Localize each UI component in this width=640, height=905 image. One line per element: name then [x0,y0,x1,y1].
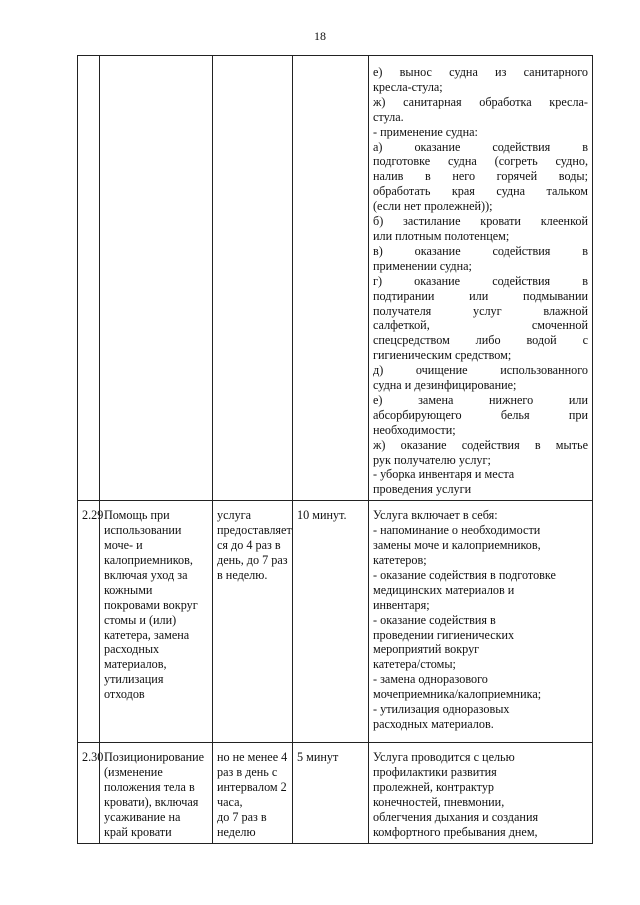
cell-service-name [100,56,213,501]
text-line: е) замена нижнего или [373,392,588,407]
text-line: судна и дезинфицирование; [373,378,517,393]
text-line: но не менее 4 [217,750,288,765]
text-line: предоставляет [217,523,292,538]
text-line: - оказание содействия в подготовке [373,567,556,582]
text-line: Позиционирование [104,750,205,765]
text-line: рук получателю услуг; [373,452,491,467]
cell-number: 2.30 [78,743,100,843]
text-line: (изменение [104,765,163,780]
text-line: гигиеническим средством; [373,348,512,363]
cell-description [369,56,593,501]
text-line: кровати), включая [104,795,199,809]
cell-time [293,56,369,501]
text-line: моче- и [104,538,143,553]
text-line: облегчения дыхания и создания [373,809,539,824]
text-line: профилактики развития [373,765,497,780]
text-line: катетера/стомы; [373,657,456,672]
text-line: - напоминание о необходимости [373,523,541,538]
text-line: часа, [217,795,243,809]
text-line: ся до 4 раз в [217,538,281,553]
text-line: б) застилание кровати клеенкой [373,214,588,229]
text-line: пролежней, контрактур [373,780,495,795]
text-line: материалов, [104,657,167,672]
services-table [77,55,593,844]
text-line: ж) оказание содействия в мытье [373,437,588,452]
text-line: (если нет пролежней)); [373,199,493,214]
text-line: стомы и (или) [104,612,177,627]
text-line: стула. [373,109,404,124]
cell-service-name [100,743,213,843]
text-line: утилизация [104,672,164,687]
cell-description [369,743,593,843]
text-line: налив в него горячей воды; [373,169,588,184]
text-line: необходимости; [373,422,456,437]
cell-frequency [213,501,293,743]
text-line: мочеприемника/калоприемника; [373,687,542,702]
text-line: Помощь при [104,508,170,523]
table-row-2-30 [78,743,593,843]
cell-frequency [213,56,293,501]
text-line: обработать края судна тальком [373,184,588,199]
text-line: в) оказание содействия в [373,243,588,258]
cell-number [78,56,100,501]
text-line: край кровати [104,824,172,839]
text-line: г) оказание содействия в [373,273,588,288]
text-line: спецсредством либо водой с [373,333,588,348]
text-line: мероприятий вокруг [373,642,480,657]
text-line: е) вынос судна из санитарного [373,65,588,79]
text-line: проведении гигиенических [373,627,515,642]
text-line: подтирании или подмывании [373,288,588,303]
text-line: усаживание на [104,809,181,824]
text-line: раз в день с [217,765,278,780]
text-line: использовании [104,523,182,538]
text-line: отходов [104,687,145,702]
cell-time: 5 минут [293,743,369,843]
table-row-continuation [78,56,593,501]
text-line: д) очищение использованного [373,363,588,378]
text-line: кожными [104,582,153,597]
text-line: инвентаря; [373,597,430,612]
text-line: в неделю. [217,567,268,582]
text-line: - уборка инвентаря и места [373,467,515,482]
text-line: применении судна; [373,258,472,273]
text-line: Услуга проводится с целью [373,750,515,765]
text-line: медицинских материалов и [373,582,515,597]
text-line: салфеткой, смоченной [373,318,588,333]
text-line: конечностей, пневмонии, [373,795,505,809]
text-line: замены моче и калоприемников, [373,538,541,553]
table-row-2-29 [78,501,593,743]
text-line: положения тела в [104,780,195,795]
text-line: расходных [104,642,160,657]
text-line: - оказание содействия в [373,612,496,627]
text-line: включая уход за [104,567,188,582]
cell-time: 10 минут. [293,501,369,743]
text-line: ж) санитарная обработка кресла- [373,94,588,109]
text-line: расходных материалов. [373,716,494,731]
cell-frequency [213,743,293,843]
text-line: комфортного пребывания днем, [373,824,538,839]
text-line: абсорбирующего белья при [373,407,588,422]
text-line: получателя услуг влажной [373,303,588,318]
text-line: - замена одноразового [373,672,488,687]
text-line: услуга [217,508,252,523]
text-line: подготовке судна (согреть судно, [373,154,588,169]
text-line: или плотным полотенцем; [373,228,510,243]
cell-number: 2.29 [78,501,100,743]
page-number: 18 [314,29,326,43]
text-line: калоприемников, [104,553,193,567]
text-line: - утилизация одноразовых [373,702,510,717]
text-line: Услуга включает в себя: [373,508,498,523]
text-line: день, до 7 раз [217,553,288,567]
text-line: до 7 раз в [217,809,267,824]
text-line: катетеров; [373,553,427,567]
text-line: интервалом 2 [217,780,287,795]
text-line: проведения услуги [373,482,472,497]
text-line: неделю [217,824,256,839]
cell-description [369,501,593,743]
text-line: - применение судна: [373,124,478,139]
text-line: катетера, замена [104,627,190,642]
text-line: покровами вокруг [104,597,198,612]
cell-service-name [100,501,213,743]
text-line: кресла-стула; [373,79,443,94]
text-line: а) оказание содействия в [373,139,588,154]
